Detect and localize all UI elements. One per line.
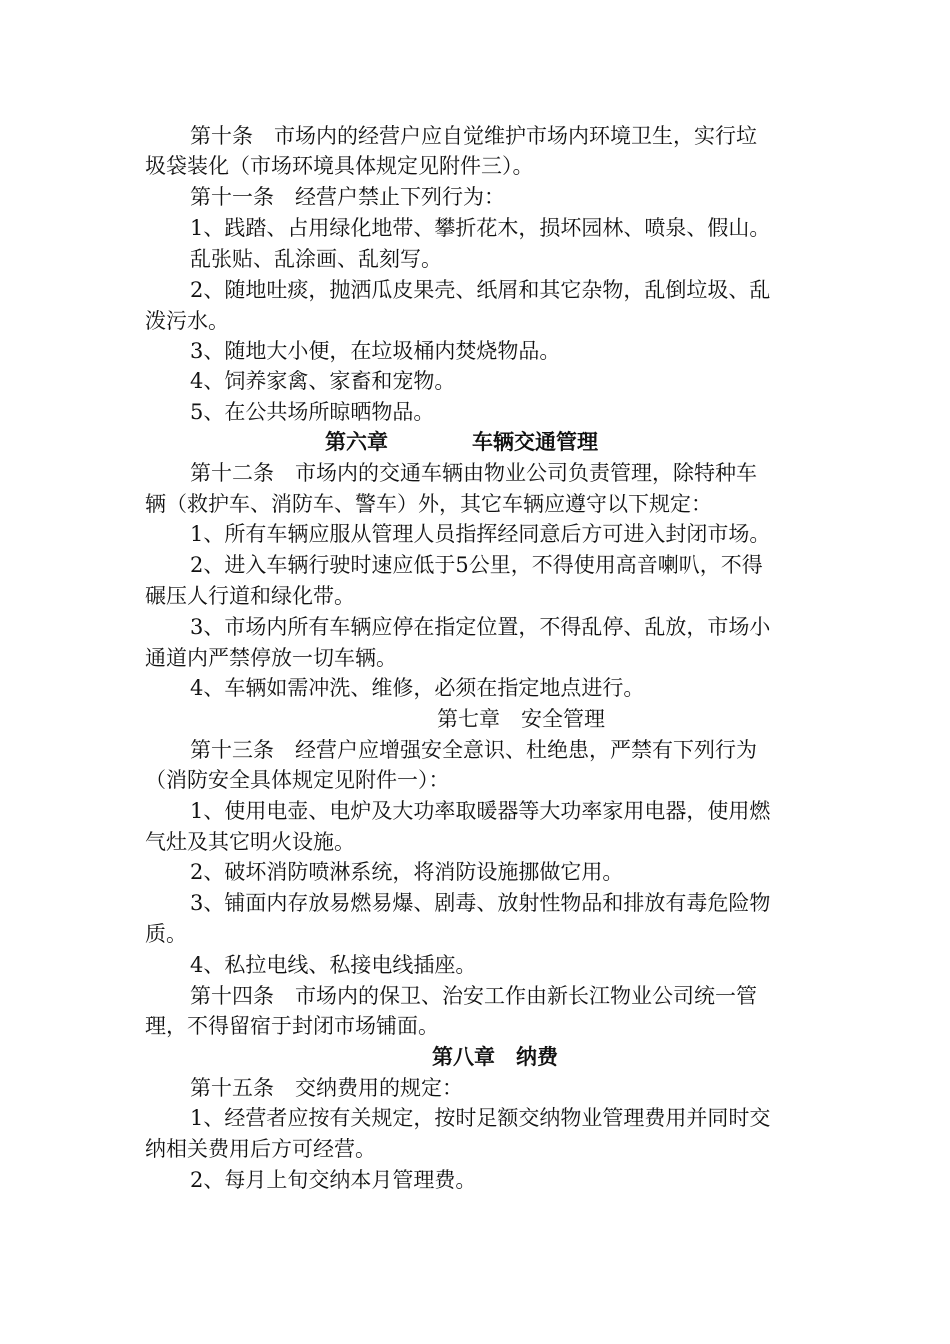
article-13-line-2: （消防安全具体规定见附件一）： bbox=[145, 768, 450, 792]
article-11-item-1-line-1: 1、践踏、占用绿化地带、攀折花木，损坏园林、喷泉、假山。 bbox=[190, 216, 771, 240]
chapter-6-heading: 第六章 车辆交通管理 bbox=[325, 429, 598, 454]
article-13-item-1-line-2: 气灶及其它明火设施。 bbox=[145, 830, 355, 854]
article-11-item-2-line-2: 泼污水。 bbox=[145, 309, 229, 333]
article-15-title: 第十五条 交纳费用的规定： bbox=[190, 1076, 463, 1100]
article-13-line-1: 第十三条 经营户应增强安全意识、杜绝患，严禁有下列行为 bbox=[190, 738, 757, 762]
article-11-item-2-line-1: 2、随地吐痰，抛洒瓜皮果壳、纸屑和其它杂物，乱倒垃圾、乱 bbox=[190, 278, 771, 302]
article-13-item-4: 4、私拉电线、私接电线插座。 bbox=[190, 953, 477, 977]
article-12-item-3-line-2: 通道内严禁停放一切车辆。 bbox=[145, 646, 397, 670]
article-13-item-1-line-1: 1、使用电壶、电炉及大功率取暖器等大功率家用电器，使用燃 bbox=[190, 799, 771, 823]
article-10-line-2: 圾袋装化（市场环境具体规定见附件三）。 bbox=[145, 154, 534, 178]
article-11-item-1-line-2: 乱张贴、乱涂画、乱刻写。 bbox=[190, 247, 442, 271]
article-12-item-1: 1、所有车辆应服从管理人员指挥经同意后方可进入封闭市场。 bbox=[190, 522, 771, 546]
article-13-item-3-line-1: 3、铺面内存放易燃易爆、剧毒、放射性物品和排放有毒危险物 bbox=[190, 891, 771, 915]
article-12-item-2-line-2: 碾压人行道和绿化带。 bbox=[145, 584, 355, 608]
article-15-item-2: 2、每月上旬交纳本月管理费。 bbox=[190, 1168, 477, 1192]
article-13-item-3-line-2: 质。 bbox=[145, 922, 187, 946]
article-12-line-2: 辆（救护车、消防车、警车）外，其它车辆应遵守以下规定： bbox=[145, 492, 712, 516]
article-12-item-2-line-1: 2、进入车辆行驶时速应低于5公里，不得使用高音喇叭，不得 bbox=[190, 553, 763, 577]
chapter-8-heading: 第八章 纳费 bbox=[432, 1044, 558, 1069]
article-12-item-4: 4、车辆如需冲洗、维修，必须在指定地点进行。 bbox=[190, 676, 645, 700]
article-14-line-2: 理，不得留宿于封闭市场铺面。 bbox=[145, 1014, 439, 1038]
article-15-item-1-line-1: 1、经营者应按有关规定，按时足额交纳物业管理费用并同时交 bbox=[190, 1106, 771, 1130]
article-11-title: 第十一条 经营户禁止下列行为： bbox=[190, 185, 505, 209]
article-11-item-4: 4、饲养家禽、家畜和宠物。 bbox=[190, 369, 456, 393]
article-14-line-1: 第十四条 市场内的保卫、治安工作由新长江物业公司统一管 bbox=[190, 984, 757, 1008]
article-12-line-1: 第十二条 市场内的交通车辆由物业公司负责管理，除特种车 bbox=[190, 461, 757, 485]
article-15-item-1-line-2: 纳相关费用后方可经营。 bbox=[145, 1137, 376, 1161]
article-11-item-5: 5、在公共场所晾晒物品。 bbox=[190, 400, 435, 424]
article-13-item-2: 2、破坏消防喷淋系统，将消防设施挪做它用。 bbox=[190, 860, 624, 884]
article-12-item-3-line-1: 3、市场内所有车辆应停在指定位置，不得乱停、乱放，市场小 bbox=[190, 615, 771, 639]
article-11-item-3: 3、随地大小便，在垃圾桶内焚烧物品。 bbox=[190, 339, 561, 363]
article-10-line-1: 第十条 市场内的经营户应自觉维护市场内环境卫生，实行垃 bbox=[190, 124, 757, 148]
chapter-7-heading: 第七章 安全管理 bbox=[437, 707, 605, 731]
